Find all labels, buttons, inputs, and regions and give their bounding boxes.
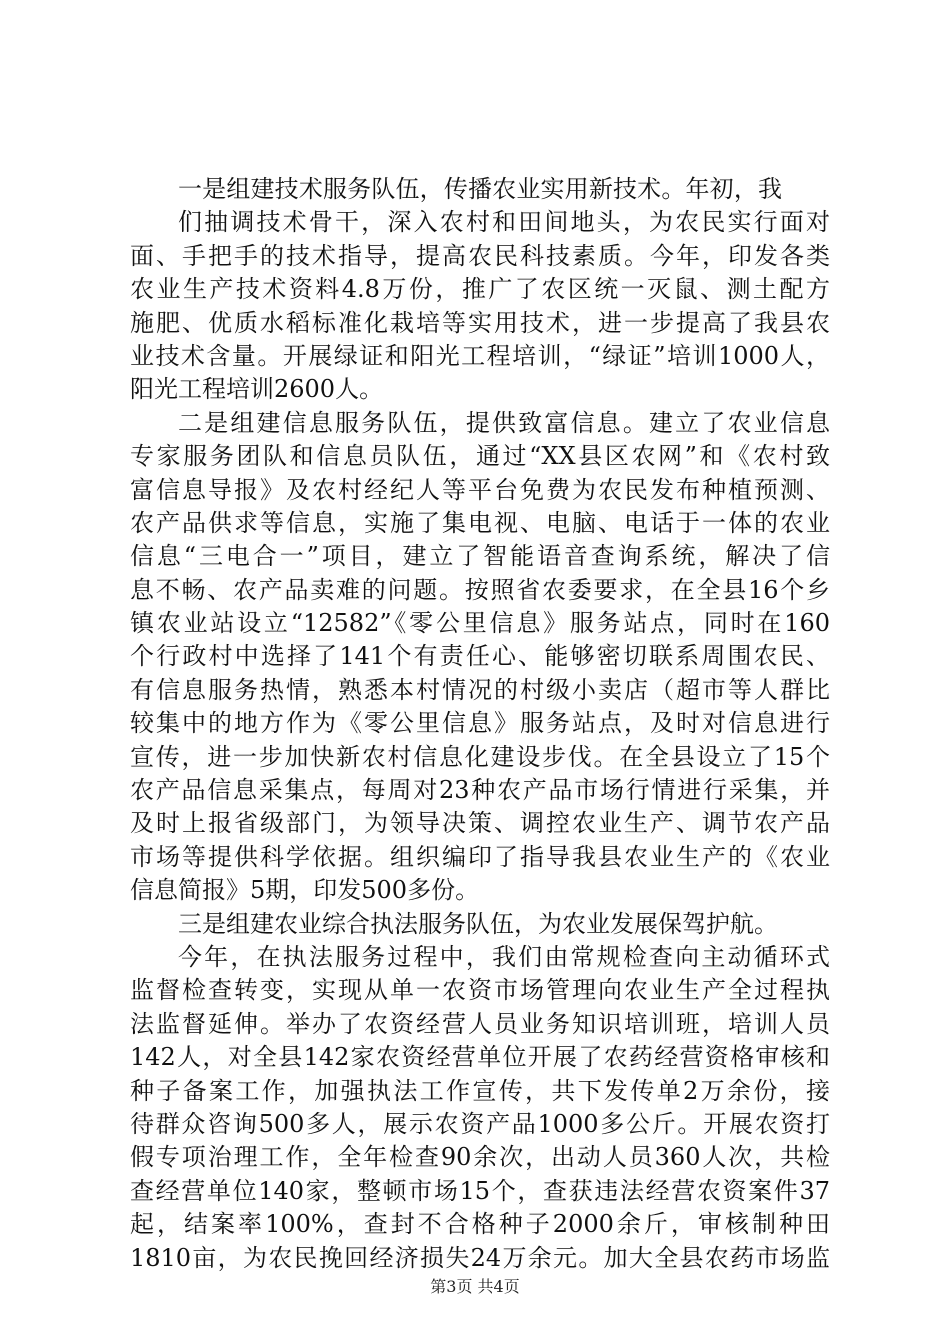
text-line: 面、手把手的技术指导，提高农民科技素质。今年，印发各类 <box>130 241 830 270</box>
text-line: 农产品供求等信息，实施了集电视、电脑、电话于一体的农业 <box>130 508 830 537</box>
text-line: 较集中的地方作为《零公里信息》服务站点，及时对信息进行 <box>130 709 830 738</box>
text-line: 农产品信息采集点，每周对23种农产品市场行情进行采集，并 <box>130 776 830 805</box>
text-line: 今年，在执法服务过程中，我们由常规检查向主动循环式 <box>178 942 830 971</box>
text-line: 息不畅、农产品卖难的问题。按照省农委要求，在全县16个乡 <box>130 575 830 604</box>
text-line: 信息简报》5期，印发500多份。 <box>130 876 480 905</box>
page-number-footer: 第3页 共4页 <box>430 1277 520 1296</box>
text-line: 市场等提供科学依据。组织编印了指导我县农业生产的《农业 <box>130 842 830 871</box>
text-line: 农业生产技术资料4.8万份，推广了农区统一灭鼠、测土配方 <box>130 275 830 304</box>
text-line: 二是组建信息服务队伍，提供致富信息。建立了农业信息 <box>178 408 830 437</box>
text-line: 三是组建农业综合执法服务队伍，为农业发展保驾护航。 <box>178 909 778 938</box>
text-line: 施肥、优质水稻标准化栽培等实用技术，进一步提高了我县农 <box>130 308 830 337</box>
text-line: 信息“三电合一”项目，建立了智能语音查询系统，解决了信 <box>130 542 830 571</box>
text-line: 监督检查转变，实现从单一农资市场管理向农业生产全过程执 <box>130 976 830 1005</box>
text-line: 1810亩，为农民挽回经济损失24万余元。加大全县农药市场监 <box>130 1243 830 1272</box>
text-line: 们抽调技术骨干，深入农村和田间地头，为农民实行面对 <box>178 208 830 237</box>
text-line: 及时上报省级部门，为领导决策、调控农业生产、调节农产品 <box>130 809 830 838</box>
text-line: 富信息导报》及农村经纪人等平台免费为农民发布种植预测、 <box>130 475 830 504</box>
text-line: 专家服务团队和信息员队伍，通过“XX县区农网”和《农村致 <box>130 442 830 471</box>
text-line: 查经营单位140家，整顿市场15个，查获违法经营农资案件37 <box>130 1176 830 1205</box>
text-line: 法监督延伸。举办了农资经营人员业务知识培训班，培训人员 <box>130 1009 830 1038</box>
text-line: 宣传，进一步加快新农村信息化建设步伐。在全县设立了15个 <box>130 742 830 771</box>
text-line: 起，结案率100%，查封不合格种子2000余斤，审核制种田 <box>130 1210 830 1239</box>
text-line: 假专项治理工作，全年检查90余次，出动人员360人次，共检 <box>130 1143 830 1172</box>
text-line: 142人，对全县142家农资经营单位开展了农药经营资格审核和 <box>130 1043 830 1072</box>
text-line: 待群众咨询500多人，展示农资产品1000多公斤。开展农资打 <box>130 1109 830 1138</box>
text-line: 个行政村中选择了141个有责任心、能够密切联系周围农民、 <box>130 642 830 671</box>
text-line: 阳光工程培训2600人。 <box>130 375 384 404</box>
document-body <box>130 173 830 1275</box>
text-line: 一是组建技术服务队伍，传播农业实用新技术。年初，我 <box>178 175 782 203</box>
text-line: 镇农业站设立“12582”《零公里信息》服务站点，同时在160 <box>130 609 830 638</box>
text-line: 业技术含量。开展绿证和阳光工程培训，“绿证”培训1000人， <box>130 341 830 370</box>
text-line: 有信息服务热情，熟悉本村情况的村级小卖店（超市等人群比 <box>130 675 830 704</box>
text-line: 种子备案工作，加强执法工作宣传，共下发传单2万余份，接 <box>130 1076 830 1105</box>
